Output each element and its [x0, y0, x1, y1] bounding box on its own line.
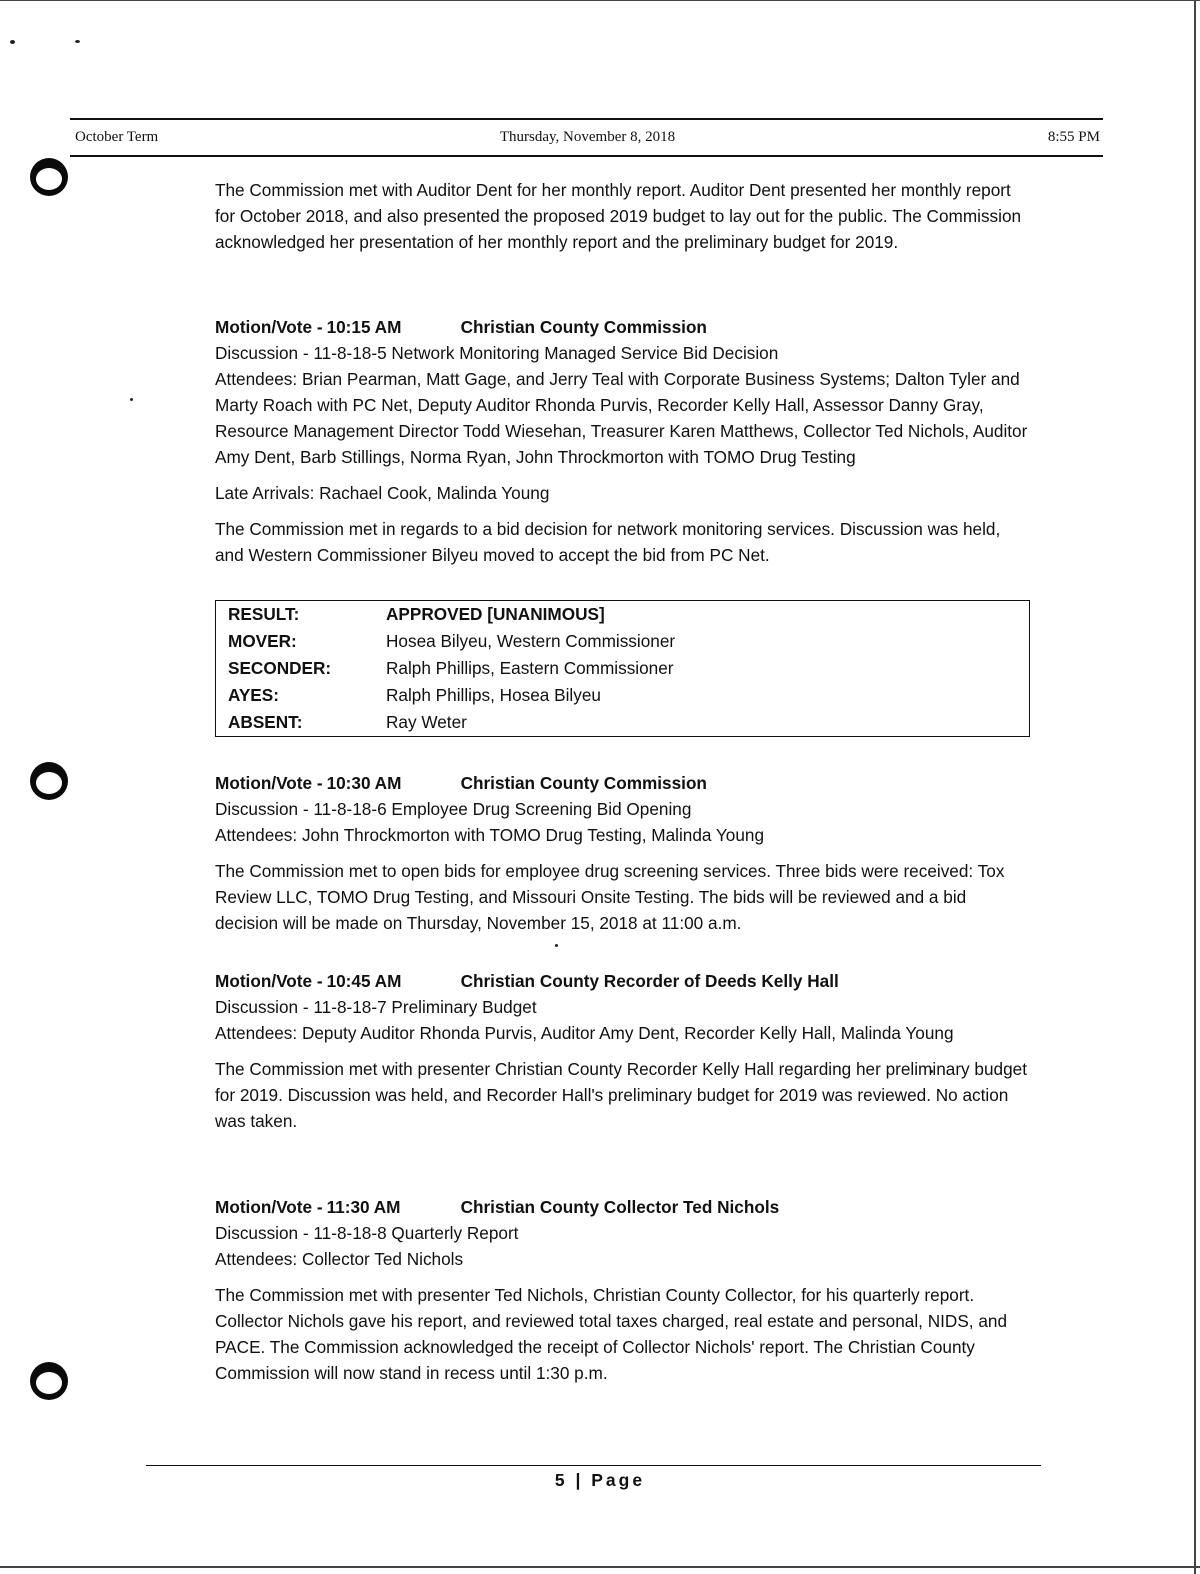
result-key: SECONDER:	[228, 658, 332, 678]
table-row	[216, 709, 1030, 737]
agenda-item-4	[215, 1194, 1030, 1386]
motion-label: Motion/Vote -	[215, 1197, 323, 1217]
item-summary: The Commission met with presenter Christian County Recorder Kelly Hall regarding her preliminary budget for 2019. Discussion was held, and Recorder Hall's preliminary budget for 2019 was reviewed. No action was taken.	[215, 1059, 1027, 1131]
item-summary: The Commission met to open bids for employee drug screening services. Three bids were received: Tox Review LLC, TOMO Drug Testing, and Missouri Onsite Testing. The bids will be reviewed and a bid decision will be made on Thursday, November 15, 2018 at 11:00 a.m.	[215, 861, 1005, 933]
item-heading	[215, 1194, 1030, 1220]
item-attendees: Attendees: Collector Ted Nichols	[215, 1249, 464, 1269]
item-attendees: Attendees: Brian Pearman, Matt Gage, and Jerry Teal with Corporate Business Systems; Dalton Tyler and Marty Roach with PC Net, Deputy Auditor Rhonda Purvis, Recorder Kelly Hall, Assessor Danny Gray, Resource Management Director Todd Wiesehan, Treasurer Karen Matthews, Collector Ted Nichols, Auditor Amy Dent, Barb Stillings, Norma Ryan, John Throckmorton with TOMO Drug Testing	[215, 369, 1028, 467]
vote-result-table	[215, 600, 1030, 737]
result-value: Ralph Phillips, Hosea Bilyeu	[386, 685, 601, 705]
item-time: 11:30 AM	[326, 1197, 401, 1217]
header-date: Thursday, November 8, 2018	[499, 129, 676, 145]
item-summary: The Commission met with presenter Ted Nichols, Christian County Collector, for his quarterly report. Collector Nichols gave his report, and reviewed total taxes charged, real estate and personal, NIDS, and PACE. The Commission acknowledged the receipt of Collector Nichols' report. The Christian County Commission will now stand in recess until 1:30 p.m.	[215, 1285, 1008, 1383]
scan-speck	[75, 40, 80, 43]
footer-rule	[146, 1465, 1041, 1466]
agenda-item-2	[215, 770, 1030, 936]
scan-speck	[555, 944, 558, 947]
intro-text: The Commission met with Auditor Dent for her monthly report. Auditor Dent presented her monthly report for October 2018, and also presented the proposed 2019 budget to lay out for the public. The Commission acknowledged her presentation of her monthly report and the preliminary budget for 2019.	[215, 180, 1022, 252]
agenda-item-3	[215, 968, 1030, 1134]
item-title: Christian County Recorder of Deeds Kelly Hall	[460, 971, 839, 991]
result-value: Ray Weter	[386, 712, 467, 732]
motion-label: Motion/Vote -	[215, 773, 323, 793]
scan-border-bottom	[0, 1566, 1200, 1568]
page-number: 5 | Page	[554, 1470, 646, 1490]
result-key: RESULT:	[228, 604, 300, 624]
result-key: ABSENT:	[228, 712, 303, 732]
table-row	[216, 601, 1030, 629]
item-heading	[215, 770, 1030, 796]
item-heading	[215, 968, 1030, 994]
item-attendees: Attendees: Deputy Auditor Rhonda Purvis, Auditor Amy Dent, Recorder Kelly Hall, Malinda Young	[215, 1023, 954, 1043]
header-rule-bottom	[70, 155, 1103, 157]
motion-label: Motion/Vote -	[215, 317, 323, 337]
item-heading	[215, 314, 1030, 340]
header-term: October Term	[75, 129, 159, 145]
item-discussion: Discussion - 11-8-18-5 Network Monitoring Managed Service Bid Decision	[215, 343, 779, 363]
item-summary: The Commission met in regards to a bid decision for network monitoring services. Discussion was held, and Western Commissioner Bilyeu moved to accept the bid from PC Net.	[215, 519, 1001, 565]
item-time: 10:15 AM	[326, 317, 402, 337]
table-row	[216, 628, 1030, 655]
punch-hole-icon	[30, 158, 68, 196]
item-title: Christian County Collector Ted Nichols	[460, 1197, 780, 1217]
item-late-arrivals: Late Arrivals: Rachael Cook, Malinda Young	[215, 483, 550, 503]
intro-paragraph	[215, 177, 1030, 255]
motion-label: Motion/Vote -	[215, 971, 323, 991]
result-value: Hosea Bilyeu, Western Commissioner	[386, 631, 676, 651]
table-row	[216, 682, 1030, 709]
item-title: Christian County Commission	[460, 317, 707, 337]
agenda-item-1	[215, 314, 1030, 568]
item-discussion: Discussion - 11-8-18-7 Preliminary Budget	[215, 997, 537, 1017]
item-attendees: Attendees: John Throckmorton with TOMO Drug Testing, Malinda Young	[215, 825, 765, 845]
scan-border-right	[1194, 0, 1196, 1574]
punch-hole-icon	[30, 1362, 68, 1400]
result-key: AYES:	[228, 685, 279, 705]
item-time: 10:45 AM	[326, 971, 402, 991]
header-rule-top	[70, 118, 1103, 120]
scan-speck	[10, 40, 15, 44]
result-value: Ralph Phillips, Eastern Commissioner	[386, 658, 674, 678]
scan-border-top	[0, 0, 1200, 1]
punch-hole-icon	[30, 762, 68, 800]
result-value: APPROVED [UNANIMOUS]	[386, 604, 605, 624]
result-key: MOVER:	[228, 631, 297, 651]
table-row	[216, 655, 1030, 682]
item-title: Christian County Commission	[460, 773, 707, 793]
header-time: 8:55 PM	[1047, 129, 1100, 145]
item-discussion: Discussion - 11-8-18-6 Employee Drug Screening Bid Opening	[215, 799, 692, 819]
item-time: 10:30 AM	[326, 773, 402, 793]
item-discussion: Discussion - 11-8-18-8 Quarterly Report	[215, 1223, 519, 1243]
scan-speck	[130, 398, 133, 401]
